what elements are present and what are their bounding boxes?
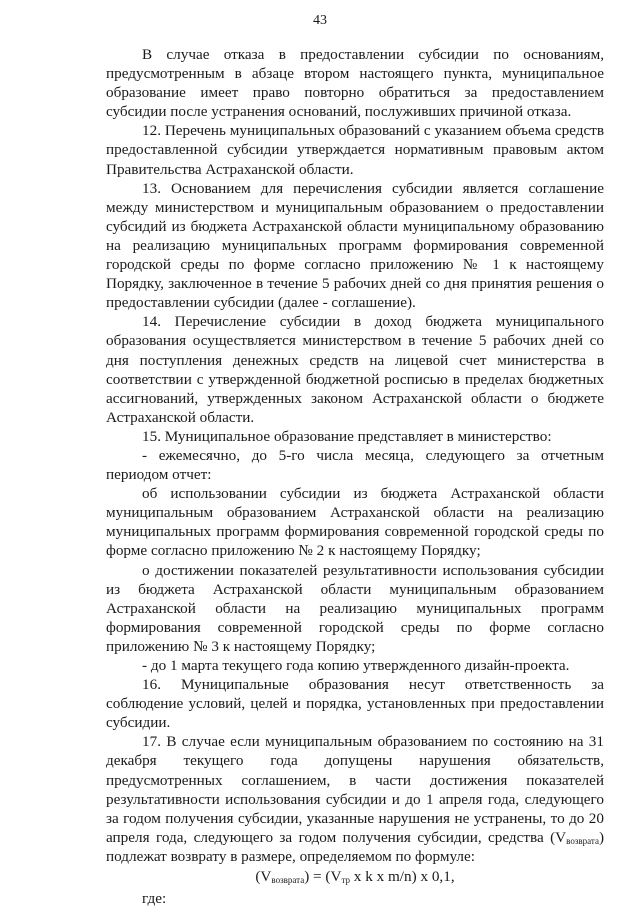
- paragraph-15: 15. Муниципальное образование представляет в министерство:: [142, 427, 552, 445]
- formula-sub-refund: возврата: [271, 875, 305, 886]
- refund-formula: [106, 867, 604, 886]
- paragraph-15-report-indicators: о достижении показателей результативности использования субсидии из бюджета Астраханской области муниципальным образованием Астраханской области на реализацию муниципальных программ формирования современной городской среды по форме согласно приложению № 3 к настоящему Порядку;: [106, 561, 604, 655]
- paragraph-12: 12. Перечень муниципальных образований с указанием объема средств предоставленной субсидии утверждается нормативным правовым актом Правительства Астраханской области.: [106, 122, 604, 178]
- formula-open: (V: [255, 868, 272, 886]
- formula-rest: x k x m/n) x 0,1,: [350, 868, 455, 886]
- paragraph-13: 13. Основанием для перечисления субсидии является соглашение между министерством и муниципальным образованием о предоставлении субсидий из бюджета Астраханской области муниципальному образованию на реализацию муниципальных программ формирования современной городской среды по форме согласно приложению № 1 к настоящему Порядку, заключенное в течение 5 рабочих дней со дня принятия решения о предоставлении субсидии (далее - соглашение).: [106, 179, 604, 312]
- paragraph-14: 14. Перечисление субсидии в доход бюджета муниципального образования осуществляется министерством в течение 5 рабочих дней со дня поступления денежных средств на лицевой счет министерства в соответствии с утвержденной бюджетной росписью в пределах бюджетных ассигнований, утвержденных законом Астраханской области о бюджете Астраханской области.: [106, 313, 604, 426]
- paragraph-17: 17. В случае если муниципальным образованием по состоянию на 31 декабря текущего года допущены нарушения обязательств, предусмотренных соглашением, в части достижения показателей результативности использования субсидии и до 1 апреля года, следующего за годом получения субсидии, указанные нарушения не устранены, то до 20 апреля года, следующего за годом получения субсидии, средства $(V_{возврата})$ подлежат возврату в размере, определяемом по формуле:: [106, 733, 604, 865]
- paragraph-15-monthly: - ежемесячно, до 5-го числа месяца, следующего за отчетным периодом отчет:: [106, 446, 604, 484]
- document-body: [106, 45, 604, 908]
- paragraph-16: 16. Муниципальные образования несут ответственность за соблюдение условий, целей и порядка, установленных при предоставлении субсидии.: [106, 676, 604, 732]
- formula-sub-tr: тр: [341, 875, 350, 886]
- paragraph-refusal: В случае отказа в предоставлении субсидии по основаниям, предусмотренным в абзаце втором настоящего пункта, муниципальное образование имеет право повторно обратиться за предоставлением субсидии после устранения оснований, послуживших причиной отказа.: [106, 46, 604, 121]
- formula-middle: ) = (V: [304, 868, 342, 886]
- inline-sub-refund: возврата: [566, 835, 599, 846]
- where-label: где:: [142, 890, 167, 908]
- paragraph-15-report-usage: об использовании субсидии из бюджета Астраханской области муниципальным образованием Астраханской области на реализацию муниципальных программ формирования современной городской среды по форме согласно приложению № 2 к настоящему Порядку;: [106, 485, 604, 560]
- paragraph-15-design-project: - до 1 марта текущего года копию утвержденного дизайн-проекта.: [142, 657, 570, 674]
- page-number: 43: [313, 13, 327, 28]
